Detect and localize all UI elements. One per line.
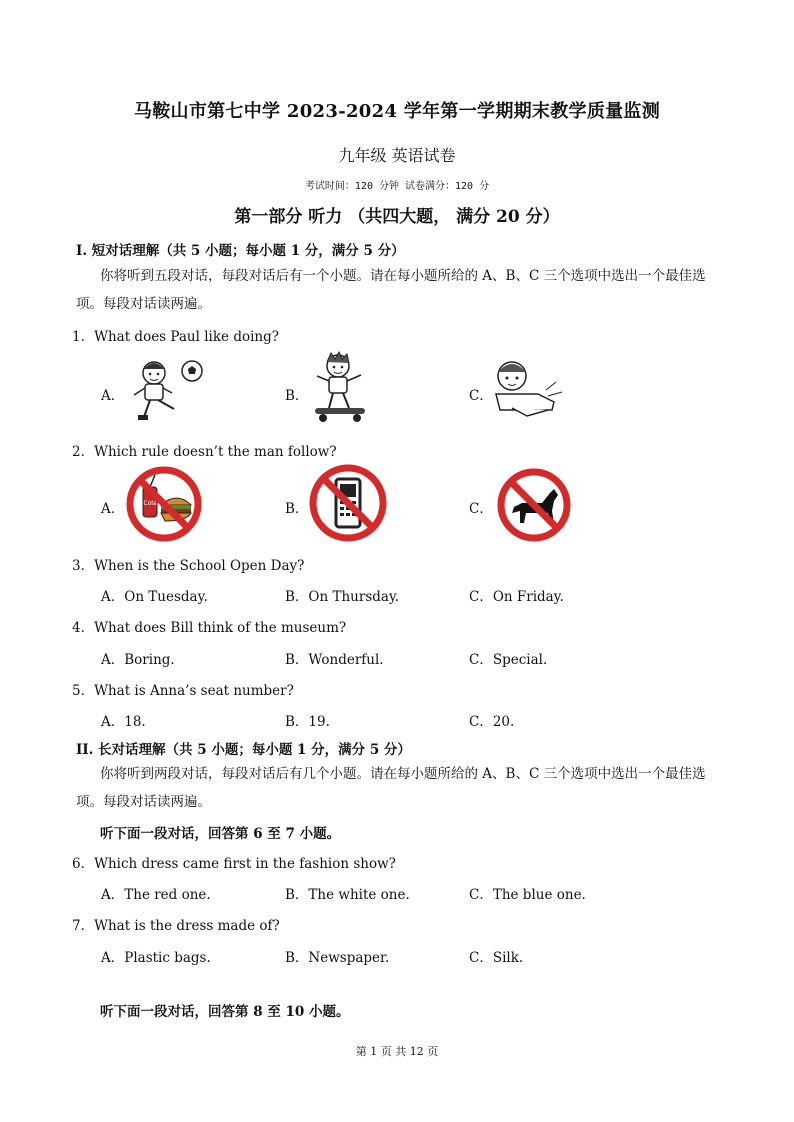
- q7-option-b: B．Newspaper.: [285, 950, 390, 966]
- q6-option-c: C．The blue one.: [469, 887, 586, 903]
- q7-option-c: C．Silk.: [469, 950, 524, 966]
- q4-option-c: C．Special.: [469, 652, 548, 668]
- section1-heading: Ⅰ. 短对话理解（共 5 小题；每小题 1 分，满分 5 分）: [76, 243, 405, 259]
- q5-option-b: B．19.: [285, 714, 330, 730]
- q3-option-c: C．On Friday.: [469, 589, 564, 605]
- q3-option-a: A．On Tuesday.: [101, 589, 208, 605]
- q6-option-b: B．The white one.: [285, 887, 410, 903]
- question-2: 2．Which rule doesn’t the man follow?: [72, 444, 337, 460]
- question-3: 3．When is the School Open Day?: [72, 558, 305, 574]
- q2-option-b: B．: [285, 501, 309, 517]
- section2-subheading-1: 听下面一段对话，回答第 6 至 7 小题。: [100, 826, 341, 842]
- exam-meta: 考试时间：120 分钟 试卷满分：120 分: [304, 181, 490, 192]
- question-7: 7．What is the dress made of?: [72, 918, 280, 934]
- question-1: 1．What does Paul like doing?: [72, 329, 279, 345]
- q2-option-a: A．: [101, 501, 125, 517]
- section2-instruction: 你将听到两段对话，每段对话后有几个小题。请在每小题所给的 A、B、C 三个选项中选出一个最佳选项。每段对话读两遍。: [76, 766, 706, 810]
- q1-option-b: B．: [285, 388, 309, 404]
- q1-option-c: C．: [469, 388, 493, 404]
- no-food-drink-sign-icon: [125, 465, 203, 543]
- svg-text:Cola: Cola: [143, 500, 157, 507]
- boy-reading-book-icon: [482, 352, 567, 427]
- q4-option-b: B．Wonderful.: [285, 652, 384, 668]
- q3-option-b: B．On Thursday.: [285, 589, 400, 605]
- page-footer: 第 1 页 共 12 页: [355, 1045, 439, 1058]
- question-4: 4．What does Bill think of the museum?: [72, 620, 347, 636]
- boy-playing-football-icon: [122, 355, 212, 425]
- no-dogs-sign-icon: [496, 467, 572, 543]
- q5-option-a: A．18.: [101, 714, 146, 730]
- section2-heading: II. 长对话理解（共 5 小题；每小题 1 分，满分 5 分）: [76, 742, 411, 758]
- q6-option-a: A．The red one.: [101, 887, 211, 903]
- q4-option-a: A．Boring.: [101, 652, 175, 668]
- question-6: 6．Which dress came first in the fashion show?: [72, 856, 396, 872]
- section1-instruction: 你将听到五段对话，每段对话后有一个小题。请在每小题所给的 A、B、C 三个选项中选出一个最佳选项。每段对话读两遍。: [76, 268, 706, 312]
- q2-option-c: C．: [469, 501, 493, 517]
- q7-option-a: A．Plastic bags.: [101, 950, 211, 966]
- exam-subtitle: 九年级 英语试卷: [338, 146, 456, 165]
- q1-option-a: A．: [101, 388, 125, 404]
- question-5: 5．What is Anna’s seat number?: [72, 683, 294, 699]
- boy-skateboarding-icon: [305, 350, 375, 425]
- part-title: 第一部分 听力 （共四大题， 满分 20 分）: [234, 207, 560, 227]
- no-phone-sign-icon: [308, 463, 388, 543]
- exam-title: 马鞍山市第七中学 2023-2024 学年第一学期期末教学质量监测: [133, 101, 661, 122]
- section2-subheading-2: 听下面一段对话，回答第 8 至 10 小题。: [100, 1004, 350, 1020]
- q5-option-c: C．20.: [469, 714, 515, 730]
